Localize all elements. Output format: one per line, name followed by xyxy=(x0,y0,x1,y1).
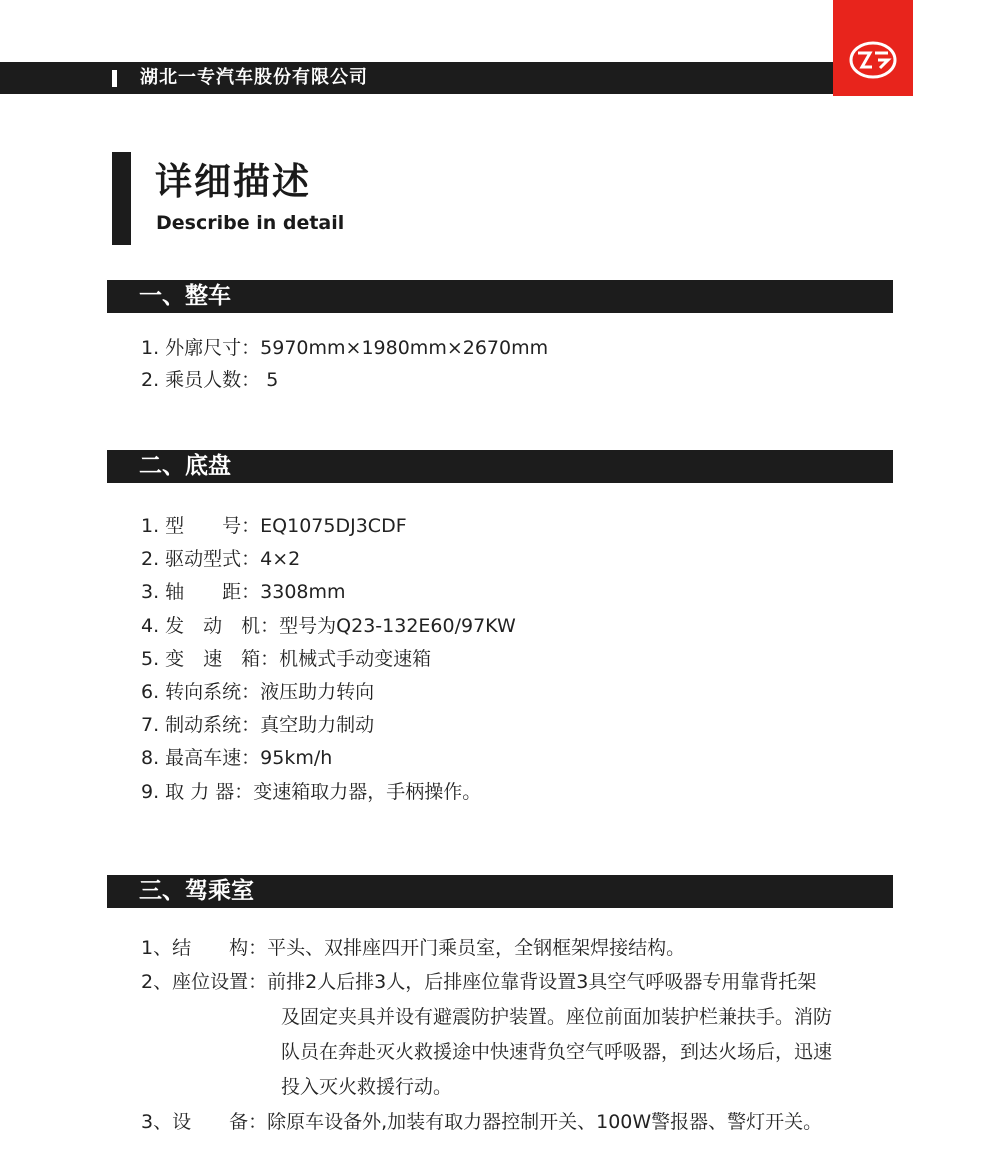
section-title: 三、驾乘室 xyxy=(139,878,254,904)
header-bar xyxy=(0,62,833,94)
spec-item: 6. 转向系统：液压助力转向 xyxy=(141,681,375,703)
spec-item: 9. 取 力 器：变速箱取力器，手柄操作。 xyxy=(141,781,482,803)
spec-item: 5. 变 速 箱：机械式手动变速箱 xyxy=(141,648,432,670)
spec-item-continuation: 及固定夹具并设有避震防护装置。座位前面加装护栏兼扶手。消防 xyxy=(281,1006,833,1028)
section-title: 二、底盘 xyxy=(139,453,231,479)
spec-item: 1. 型 号：EQ1075DJ3CDF xyxy=(141,515,407,537)
section-header xyxy=(107,875,893,908)
spec-item: 2. 乘员人数： 5 xyxy=(141,369,279,391)
spec-item: 3、设 备：除原车设备外,加装有取力器控制开关、100W警报器、警灯开关。 xyxy=(141,1111,823,1133)
spec-item: 1. 外廓尺寸：5970mm×1980mm×2670mm xyxy=(141,337,549,359)
page-title: 详细描述 xyxy=(155,160,311,203)
spec-item: 4. 发 动 机：型号为Q23-132E60/97KW xyxy=(141,615,516,637)
section-header xyxy=(107,280,893,313)
section-title: 一、整车 xyxy=(139,283,231,309)
spec-item: 2、座位设置：前排2人后排3人，后排座位靠背设置3具空气呼吸器专用靠背托架 xyxy=(141,971,817,993)
spec-item: 7. 制动系统：真空助力制动 xyxy=(141,714,375,736)
spec-item: 2. 驱动型式：4×2 xyxy=(141,548,301,570)
section-header xyxy=(107,450,893,483)
spec-item: 8. 最高车速：95km/h xyxy=(141,747,333,769)
header-divider xyxy=(112,70,117,87)
company-logo-icon xyxy=(848,40,898,80)
spec-item-continuation: 投入灭火救援行动。 xyxy=(281,1076,453,1098)
spec-item: 1、结 构：平头、双排座四开门乘员室，全钢框架焊接结构。 xyxy=(141,937,686,959)
company-name: 湖北一专汽车股份有限公司 xyxy=(140,67,368,88)
spec-item-continuation: 队员在奔赴灭火救援途中快速背负空气呼吸器，到达火场后，迅速 xyxy=(281,1041,833,1063)
logo-badge xyxy=(833,0,913,96)
heading-accent-bar xyxy=(112,152,131,245)
page-subtitle: Describe in detail xyxy=(156,212,345,234)
spec-item: 3. 轴 距：3308mm xyxy=(141,581,346,603)
